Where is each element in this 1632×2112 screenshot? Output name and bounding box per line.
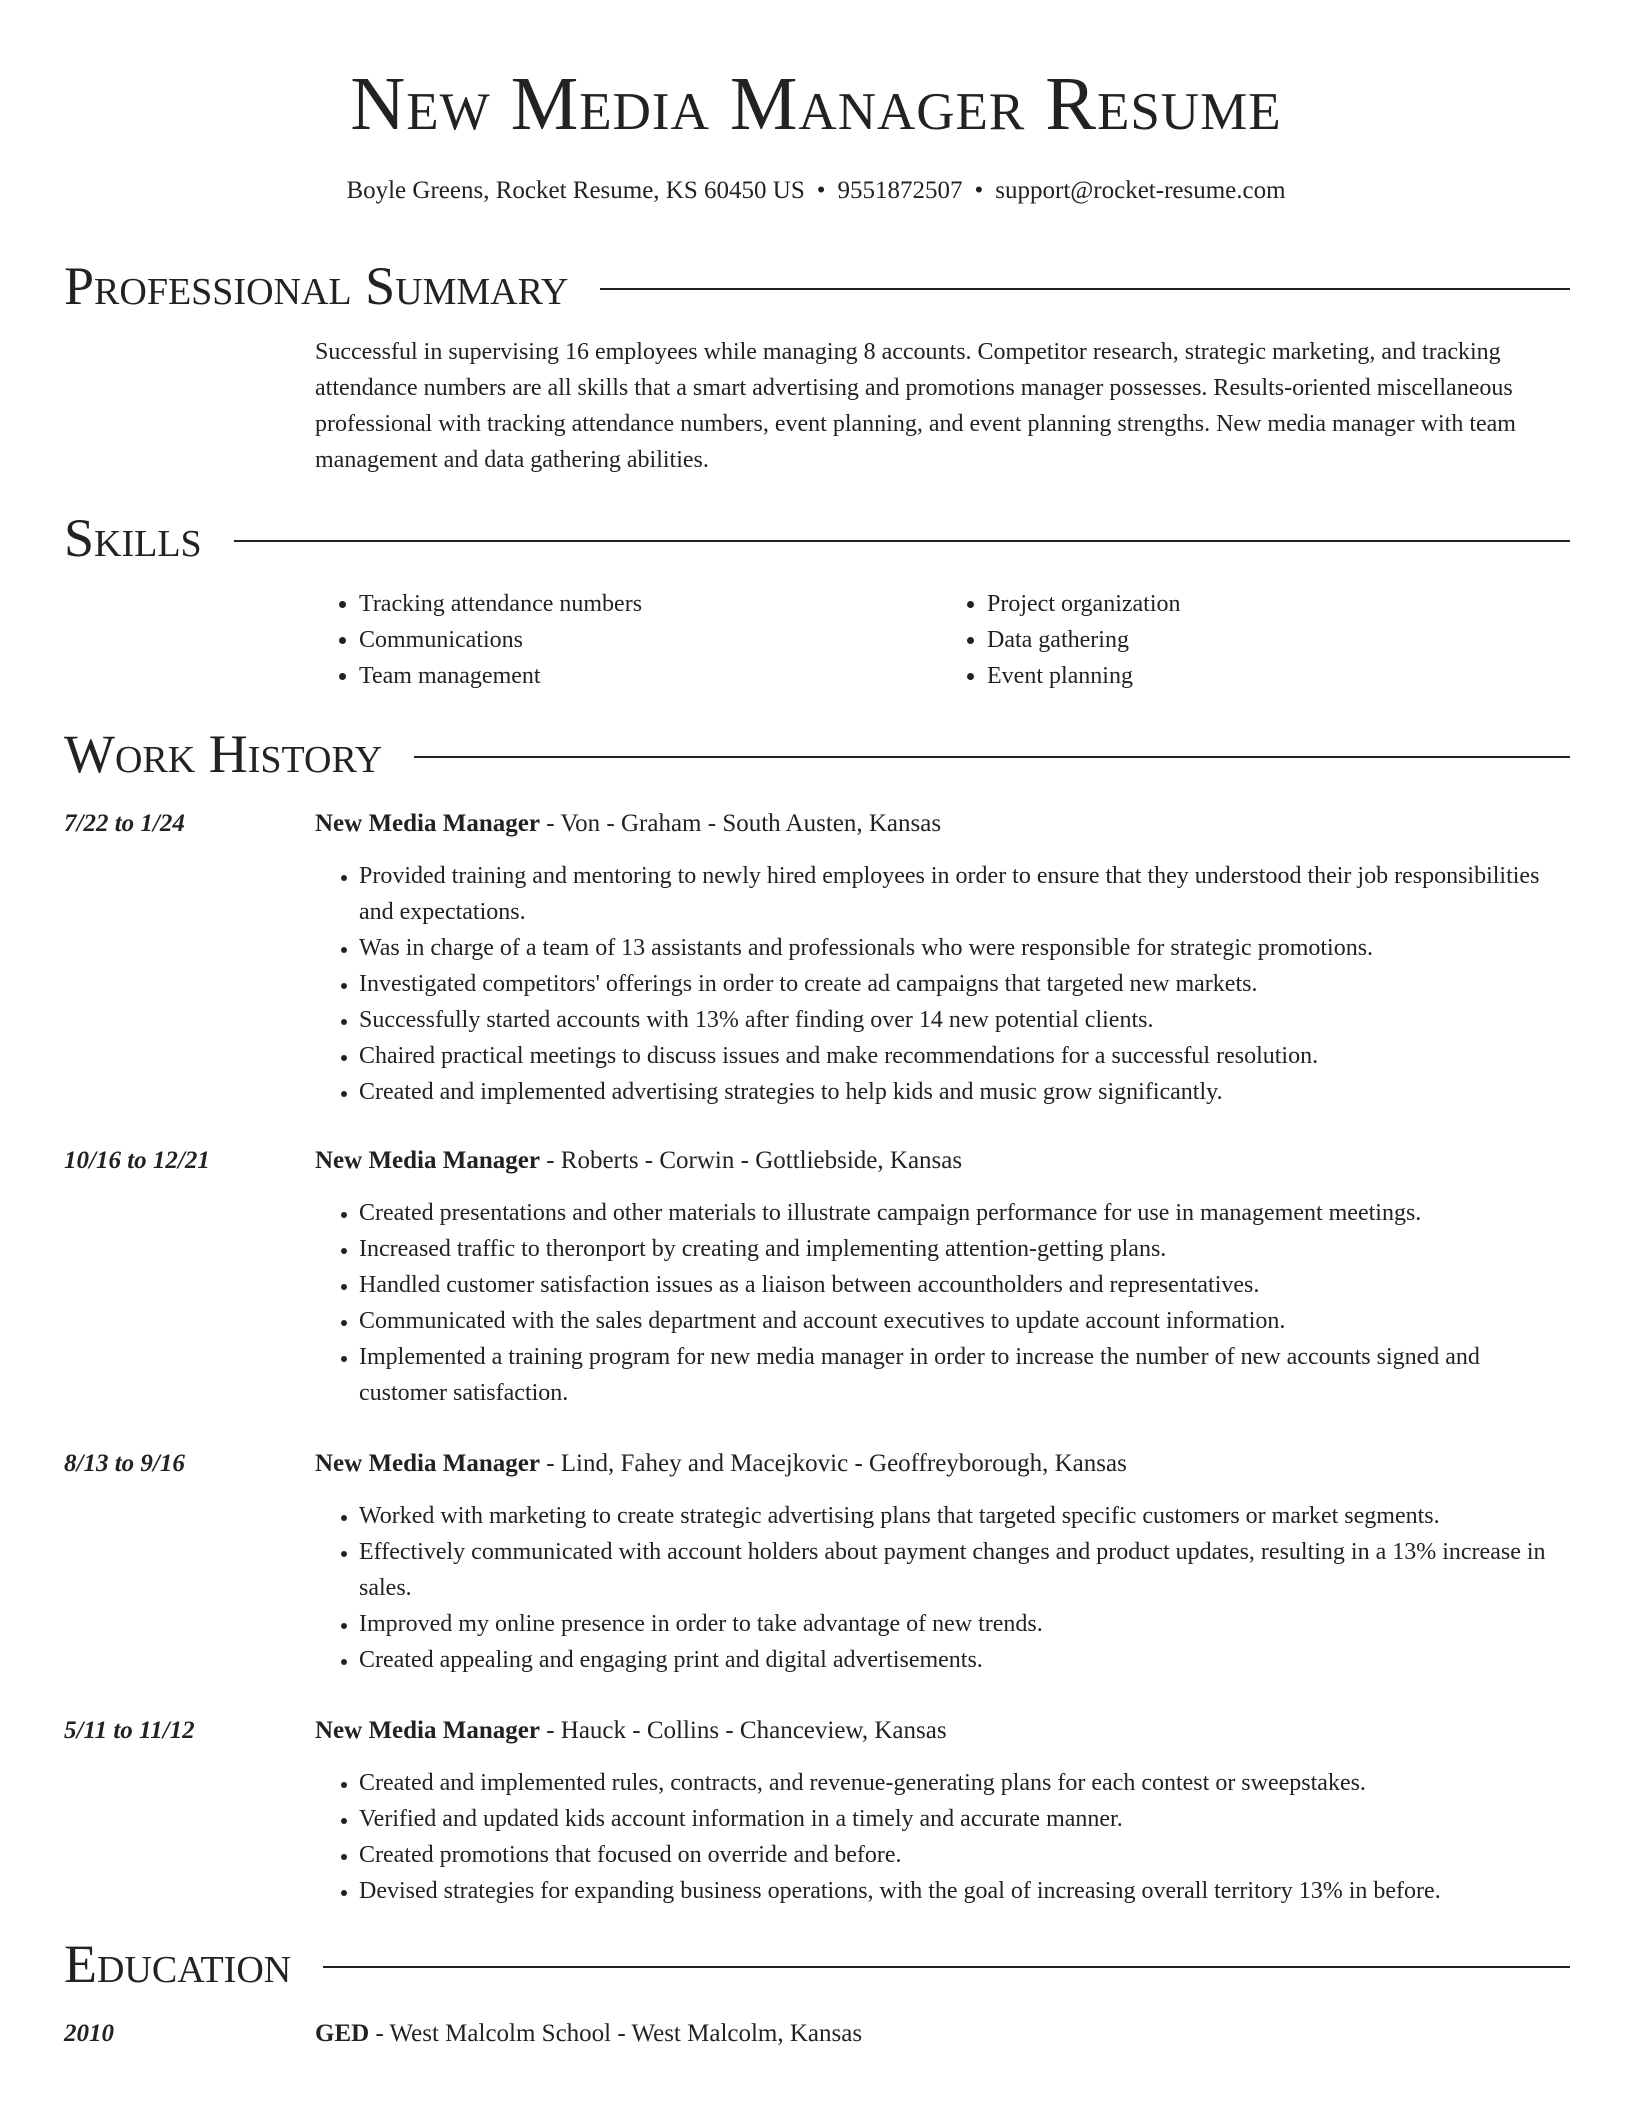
- skills-column-left: [315, 586, 943, 694]
- contact-separator: •: [974, 177, 984, 204]
- summary-text: Successful in supervising 16 employees while managing 8 accounts. Competitor research, strategic marketing, and tracking attendance numbers are all skills that a smart advertising and promotions manager possesses. Results-oriented miscellaneous professional with tracking attendance numbers, event planning, and event planning strengths. New media manager with team management and data gathering abilities.: [315, 339, 1516, 473]
- summary-section-header: [64, 256, 1570, 316]
- job-role: New Media Manager: [315, 1450, 540, 1477]
- section-divider: [323, 1966, 1570, 1968]
- education-section-header: [64, 1934, 1570, 1994]
- section-divider: [414, 756, 1570, 758]
- job-company-location: - Hauck - Collins - Chanceview, Kansas: [539, 1717, 947, 1744]
- education-school-location: - West Malcolm School - West Malcolm, Kansas: [369, 2020, 863, 2047]
- section-divider: [600, 288, 1570, 290]
- resume-header: [0, 58, 1632, 206]
- section-divider: [234, 540, 1570, 542]
- work-section-title: Work History: [64, 724, 383, 784]
- job-dates: 5/11 to 11/12: [64, 1717, 195, 1744]
- skills-column-right: [943, 586, 1571, 694]
- job-bullet: • Communicated with the sales department and account executives to update account information.: [359, 1303, 1571, 1339]
- job-bullet: • Worked with marketing to create strategic advertising plans that targeted specific customers or market segments.: [359, 1498, 1571, 1534]
- job-company-location: - Roberts - Corwin - Gottliebside, Kansas: [539, 1147, 963, 1174]
- skill-item: • Data gathering: [987, 622, 1571, 658]
- job-bullets: [315, 1195, 1571, 1411]
- job-bullets: [315, 858, 1571, 1110]
- job-bullet: • Created and implemented rules, contracts, and revenue-generating plans for each contest or sweepstakes.: [359, 1765, 1571, 1801]
- contact-phone: 9551872507: [837, 177, 963, 204]
- job-bullet: • Created presentations and other materials to illustrate campaign performance for use in management meetings.: [359, 1195, 1571, 1231]
- education-heading: [315, 2016, 1571, 2052]
- education-section-title: Education: [64, 1934, 292, 1994]
- job-role: New Media Manager: [315, 1717, 540, 1744]
- job-heading: [315, 1713, 1571, 1749]
- skill-item: • Event planning: [987, 658, 1571, 694]
- job-bullet: • Successfully started accounts with 13% after finding over 14 new potential clients.: [359, 1002, 1571, 1038]
- job-bullet: • Improved my online presence in order to take advantage of new trends.: [359, 1606, 1571, 1642]
- job-bullet: • Increased traffic to theronport by creating and implementing attention-getting plans.: [359, 1231, 1571, 1267]
- contact-email[interactable]: support@rocket-resume.com: [995, 177, 1286, 204]
- job-bullet: • Implemented a training program for new media manager in order to increase the number of new accounts signed and customer satisfaction.: [359, 1339, 1571, 1411]
- skills-section-header: [64, 508, 1570, 568]
- education-year: 2010: [64, 2020, 114, 2047]
- job-bullet: • Verified and updated kids account information in a timely and accurate manner.: [359, 1801, 1571, 1837]
- contact-separator: •: [816, 177, 826, 204]
- job-company-location: - Lind, Fahey and Macejkovic - Geoffreyborough, Kansas: [539, 1450, 1127, 1477]
- skill-item: • Team management: [359, 658, 943, 694]
- job-role: New Media Manager: [315, 1147, 540, 1174]
- job-bullet: • Created appealing and engaging print and digital advertisements.: [359, 1642, 1571, 1678]
- skill-item: • Tracking attendance numbers: [359, 586, 943, 622]
- job-dates: 8/13 to 9/16: [64, 1450, 185, 1477]
- job-dates: 10/16 to 12/21: [64, 1147, 210, 1174]
- resume-title: New Media Manager Resume: [350, 62, 1282, 146]
- contact-line: [0, 176, 1632, 206]
- job-heading: [315, 806, 1571, 842]
- work-section-header: [64, 724, 1570, 784]
- education-degree: GED: [315, 2020, 370, 2047]
- skill-item: • Communications: [359, 622, 943, 658]
- skills-section-title: Skills: [64, 508, 202, 568]
- job-bullets: [315, 1498, 1571, 1678]
- contact-address: Boyle Greens, Rocket Resume, KS 60450 US: [346, 177, 805, 204]
- job-bullets: [315, 1765, 1571, 1909]
- job-bullet: • Provided training and mentoring to newly hired employees in order to ensure that they understood their job responsibilities and expectations.: [359, 858, 1571, 930]
- job-company-location: - Von - Graham - South Austen, Kansas: [539, 810, 942, 837]
- job-bullet: • Effectively communicated with account holders about payment changes and product updates, resulting in a 13% increase in sales.: [359, 1534, 1571, 1606]
- job-role: New Media Manager: [315, 810, 540, 837]
- job-bullet: • Created promotions that focused on override and before.: [359, 1837, 1571, 1873]
- job-bullet: • Handled customer satisfaction issues as a liaison between accountholders and representatives.: [359, 1267, 1571, 1303]
- job-bullet: • Devised strategies for expanding business operations, with the goal of increasing overall territory 13% in before.: [359, 1873, 1571, 1909]
- job-dates: 7/22 to 1/24: [64, 810, 185, 837]
- job-bullet: • Investigated competitors' offerings in order to create ad campaigns that targeted new markets.: [359, 966, 1571, 1002]
- job-bullet: • Created and implemented advertising strategies to help kids and music grow significantly.: [359, 1074, 1571, 1110]
- summary-section-title: Professional Summary: [64, 256, 569, 316]
- skills-list: [315, 586, 1571, 694]
- job-bullet: • Was in charge of a team of 13 assistants and professionals who were responsible for strategic promotions.: [359, 930, 1571, 966]
- job-heading: [315, 1143, 1571, 1179]
- job-heading: [315, 1446, 1571, 1482]
- job-bullet: • Chaired practical meetings to discuss issues and make recommendations for a successful resolution.: [359, 1038, 1571, 1074]
- skill-item: • Project organization: [987, 586, 1571, 622]
